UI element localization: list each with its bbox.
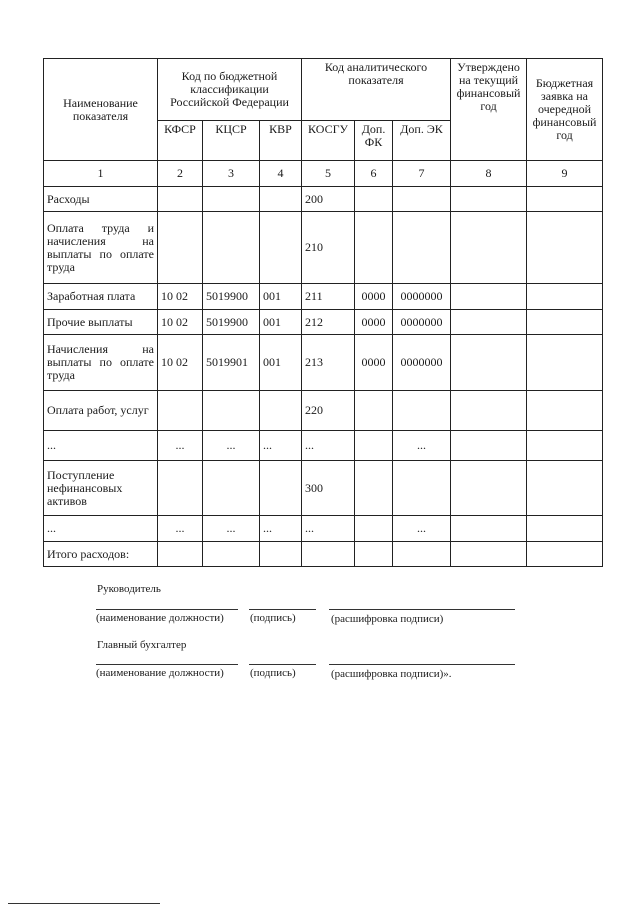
cell-kfsr: 10 02 [158, 335, 203, 391]
cell-approved [451, 391, 527, 431]
cell-request [527, 516, 603, 542]
cell-dop-fk: 0000 [355, 284, 393, 310]
cell-approved [451, 542, 527, 567]
head-position-line [96, 609, 238, 610]
cell-dop-fk [355, 542, 393, 567]
head-signature-line [249, 609, 316, 610]
cell-approved [451, 461, 527, 516]
cell-dop-ek [393, 212, 451, 284]
budget-table [43, 58, 603, 567]
cell-kcsr: ... [203, 431, 260, 461]
cell-request [527, 542, 603, 567]
cell-kvr: ... [260, 516, 302, 542]
table-row [44, 461, 603, 516]
cell-kvr [260, 391, 302, 431]
cell-kfsr [158, 212, 203, 284]
cell-kosgu: 220 [302, 391, 355, 431]
cell-kosgu: 211 [302, 284, 355, 310]
column-number: 8 [451, 161, 527, 187]
header-dop-ek: Доп. ЭК [393, 121, 451, 161]
cell-request [527, 431, 603, 461]
head-decode-caption: (расшифровка подписи) [331, 613, 444, 625]
cell-kosgu: 213 [302, 335, 355, 391]
row-name: Прочие выплаты [44, 310, 158, 335]
cell-request [527, 212, 603, 284]
cell-dop-ek: ... [393, 516, 451, 542]
cell-dop-fk [355, 187, 393, 212]
cell-dop-ek [393, 391, 451, 431]
header-kcsr: КЦСР [203, 121, 260, 161]
cell-approved [451, 431, 527, 461]
cell-kvr [260, 187, 302, 212]
cell-approved [451, 516, 527, 542]
cell-kvr: ... [260, 431, 302, 461]
cell-kcsr [203, 391, 260, 431]
cell-dop-fk: 0000 [355, 310, 393, 335]
cell-kvr [260, 212, 302, 284]
header-kbk-group: Код по бюджетной классификации Российской Федерации [158, 59, 302, 121]
head-decode-line [329, 609, 515, 610]
cell-kosgu: 210 [302, 212, 355, 284]
row-name: Итого расходов: [44, 542, 158, 567]
cell-dop-fk [355, 212, 393, 284]
cell-kfsr [158, 461, 203, 516]
cell-kosgu: ... [302, 431, 355, 461]
cell-kosgu: 200 [302, 187, 355, 212]
header-dop-fk: Доп. ФК [355, 121, 393, 161]
cell-kfsr: 10 02 [158, 284, 203, 310]
accountant-title: Главный бухгалтер [97, 639, 187, 651]
cell-kvr [260, 461, 302, 516]
table-row [44, 310, 603, 335]
cell-dop-ek: 0000000 [393, 335, 451, 391]
header-request: Бюджетная заявка на очередной финансовый год [527, 59, 603, 161]
accountant-decode-caption: (расшифровка подписи)». [331, 668, 452, 680]
cell-kcsr [203, 461, 260, 516]
cell-approved [451, 310, 527, 335]
column-number: 6 [355, 161, 393, 187]
column-number-row [44, 161, 603, 187]
row-name: ... [44, 431, 158, 461]
header-name: Наименование показателя [44, 59, 158, 161]
cell-dop-ek [393, 542, 451, 567]
cell-kvr: 001 [260, 310, 302, 335]
cell-kosgu: ... [302, 516, 355, 542]
footnote-separator [8, 903, 160, 904]
cell-dop-ek [393, 187, 451, 212]
cell-kcsr [203, 542, 260, 567]
head-signature-caption: (подпись) [250, 612, 296, 624]
head-title: Руководитель [97, 583, 161, 595]
header-kvr: КВР [260, 121, 302, 161]
accountant-position-line [96, 664, 238, 665]
head-position-caption: (наименование должности) [96, 612, 224, 624]
cell-approved [451, 335, 527, 391]
cell-kosgu [302, 542, 355, 567]
table-row [44, 431, 603, 461]
cell-dop-fk [355, 461, 393, 516]
cell-request [527, 461, 603, 516]
cell-request [527, 335, 603, 391]
cell-kcsr: 5019900 [203, 284, 260, 310]
column-number: 4 [260, 161, 302, 187]
cell-kfsr: 10 02 [158, 310, 203, 335]
accountant-signature-caption: (подпись) [250, 667, 296, 679]
row-name: Поступление нефинансовых активов [44, 461, 158, 516]
header-kosgu: КОСГУ [302, 121, 355, 161]
cell-kcsr: ... [203, 516, 260, 542]
accountant-signature-line [249, 664, 316, 665]
cell-dop-fk: 0000 [355, 335, 393, 391]
cell-kcsr: 5019900 [203, 310, 260, 335]
table-row [44, 187, 603, 212]
cell-request [527, 391, 603, 431]
table-row [44, 391, 603, 431]
cell-kfsr [158, 542, 203, 567]
table-row [44, 212, 603, 284]
header-analytic-group: Код аналитического показателя [302, 59, 451, 121]
cell-request [527, 284, 603, 310]
row-name: Расходы [44, 187, 158, 212]
cell-dop-ek: ... [393, 431, 451, 461]
cell-dop-ek: 0000000 [393, 310, 451, 335]
column-number: 7 [393, 161, 451, 187]
cell-kfsr: ... [158, 516, 203, 542]
accountant-decode-line [329, 664, 515, 665]
cell-kfsr [158, 391, 203, 431]
accountant-position-caption: (наименование должности) [96, 667, 224, 679]
column-number: 5 [302, 161, 355, 187]
cell-dop-fk [355, 431, 393, 461]
cell-dop-ek: 0000000 [393, 284, 451, 310]
cell-kcsr [203, 187, 260, 212]
cell-request [527, 310, 603, 335]
cell-kfsr: ... [158, 431, 203, 461]
column-number: 2 [158, 161, 203, 187]
row-name: Начисления на выплаты по оплате труда [44, 335, 158, 391]
cell-kcsr: 5019901 [203, 335, 260, 391]
header-kfsr: КФСР [158, 121, 203, 161]
cell-kvr: 001 [260, 335, 302, 391]
cell-approved [451, 187, 527, 212]
header-approved: Утверждено на текущий финансовый год [451, 59, 527, 161]
table-row [44, 284, 603, 310]
cell-kosgu: 212 [302, 310, 355, 335]
cell-dop-fk [355, 391, 393, 431]
cell-kosgu: 300 [302, 461, 355, 516]
cell-dop-ek [393, 461, 451, 516]
cell-kcsr [203, 212, 260, 284]
cell-kvr [260, 542, 302, 567]
cell-request [527, 187, 603, 212]
row-name: ... [44, 516, 158, 542]
row-name: Оплата работ, услуг [44, 391, 158, 431]
cell-dop-fk [355, 516, 393, 542]
cell-approved [451, 284, 527, 310]
column-number: 3 [203, 161, 260, 187]
table-row [44, 516, 603, 542]
cell-kvr: 001 [260, 284, 302, 310]
row-name: Оплата труда и начисления на выплаты по оплате труда [44, 212, 158, 284]
row-name: Заработная плата [44, 284, 158, 310]
column-number: 9 [527, 161, 603, 187]
table-row [44, 335, 603, 391]
table-row-total [44, 542, 603, 567]
cell-kfsr [158, 187, 203, 212]
cell-approved [451, 212, 527, 284]
column-number: 1 [44, 161, 158, 187]
